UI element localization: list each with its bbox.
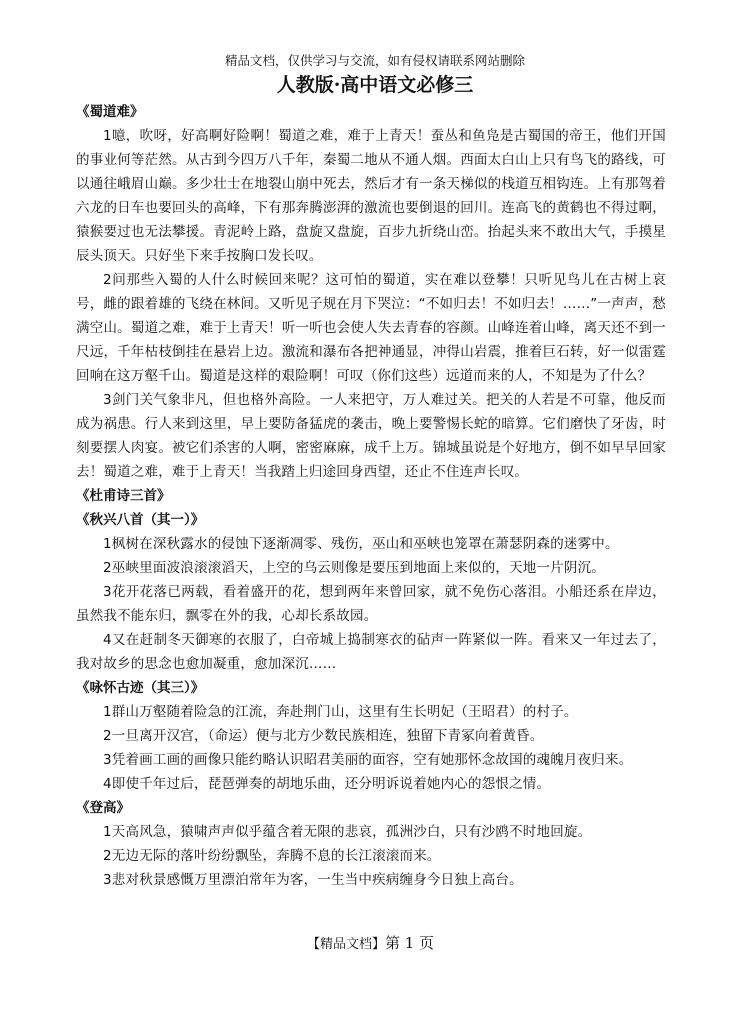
document-body	[76, 100, 666, 892]
header-disclaimer: 精品文档，仅供学习与交流，如有侵权请联系网站删除	[224, 53, 525, 68]
paragraph: 2巫峡里面波浪滚滚滔天，上空的乌云则像是要压到地面上来似的，天地一片阴沉。	[103, 560, 605, 576]
section-title: 《蜀道难》	[76, 104, 144, 120]
section-title: 《登高》	[76, 800, 130, 816]
document-title: 人教版·高中语文必修三	[276, 74, 474, 96]
page-footer	[0, 932, 741, 953]
paragraph: 1天高风急，猿啸声声似乎蕴含着无限的悲哀，孤洲沙白，只有沙鸥不时地回旋。	[103, 824, 592, 840]
paragraph: 4即使千年过后，琵琶弹奏的胡地乐曲，还分明诉说着她内心的怨恨之情。	[103, 776, 551, 792]
paragraph: 2问那些入蜀的人什么时候回来呢？这可怕的蜀道，实在难以登攀！只听见鸟儿在古树上哀号，雌的跟着雄的飞绕在林间。又听见子规在月下哭泣：“不如归去！不如归去！……”一声声，愁满空山。蜀道之难，难于上青天！听一听也会使人失去青春的容颜。山峰连着山峰，离天还不到一尺远，千年枯枝倒挂在悬岩上边。激流和瀑布各把神通显，冲得山岩震，推着巨石转，好一似雷霆回响在这万壑千山。蜀道是这样的艰险啊！可叹（你们这些）远道而来的人，不知是为了什么？	[76, 272, 666, 384]
paragraph: 3剑门关气象非凡，但也格外高险。一人来把守，万人难过关。把关的人若是不可靠，他反而成为祸患。行人来到这里，早上要防备猛虎的袭击，晚上要警惕长蛇的暗算。它们磨快了牙齿，时刻要摆人肉宴。被它们杀害的人啊，密密麻麻，成千上万。锦城虽说是个好地方，倒不如早早回家去！蜀道之难，难于上青天！当我踏上归途回身西望，还止不住连声长叹。	[76, 392, 666, 480]
paragraph: 1群山万壑随着险急的江流，奔赴荆门山，这里有生长明妃（王昭君）的村子。	[103, 704, 578, 720]
paragraph: 3悲对秋景感慨万里漂泊常年为客，一生当中疾病缠身今日独上高台。	[103, 872, 523, 888]
page-number: 第 1 页	[384, 934, 435, 952]
section-title: 《杜甫诗三首》	[76, 488, 171, 504]
paragraph: 2一旦离开汉宫，（命运）便与北方少数民族相连，独留下青冢向着黄昏。	[103, 728, 544, 744]
paragraph: 3凭着画工画的画像只能约略认识昭君美丽的面容，空有她那怀念故国的魂魄月夜归来。	[103, 752, 633, 768]
paragraph: 2无边无际的落叶纷纷飘坠，奔腾不息的长江滚滚而来。	[103, 848, 441, 864]
paragraph: 1噫，吹呀，好高啊好险啊！蜀道之难，难于上青天！蚕丛和鱼凫是古蜀国的帝王，他们开国的事业何等茫然。从古到今四万八千年，秦蜀二地从不通人烟。西面太白山上只有鸟飞的路线，可以通往峨眉山巅。多少壮士在地裂山崩中死去，然后才有一条天梯似的栈道互相钩连。上有那驾着六龙的日车也要回头的高峰，下有那奔腾澎湃的激流也要倒退的回川。连高飞的黄鹤也不得过啊，猿猴要过也无法攀援。青泥岭上路，盘旋又盘旋，百步九折绕山峦。抬起头来不敢出大气，手摸星辰头顶天。只好坐下来手按胸口发长叹。	[76, 128, 666, 264]
section-title: 《秋兴八首（其一）》	[76, 512, 205, 528]
footer-tag: 【精品文档】	[306, 937, 385, 952]
document-page	[76, 52, 666, 892]
paragraph: 3花开花落已两载，看着盛开的花，想到两年来曾回家，就不免伤心落泪。小船还系在岸边，虽然我不能东归，飘零在外的我，心却长系故园。	[76, 584, 666, 624]
section-title: 《咏怀古迹（其三）》	[76, 680, 205, 696]
paragraph: 4又在赶制冬天御寒的衣服了，白帝城上捣制寒衣的砧声一阵紧似一阵。看来又一年过去了，我对故乡的思念也愈加凝重，愈加深沉……	[76, 632, 666, 672]
paragraph: 1枫树在深秋露水的侵蚀下逐渐凋零、残伤，巫山和巫峡也笼罩在萧瑟阴森的迷雾中。	[103, 536, 619, 552]
